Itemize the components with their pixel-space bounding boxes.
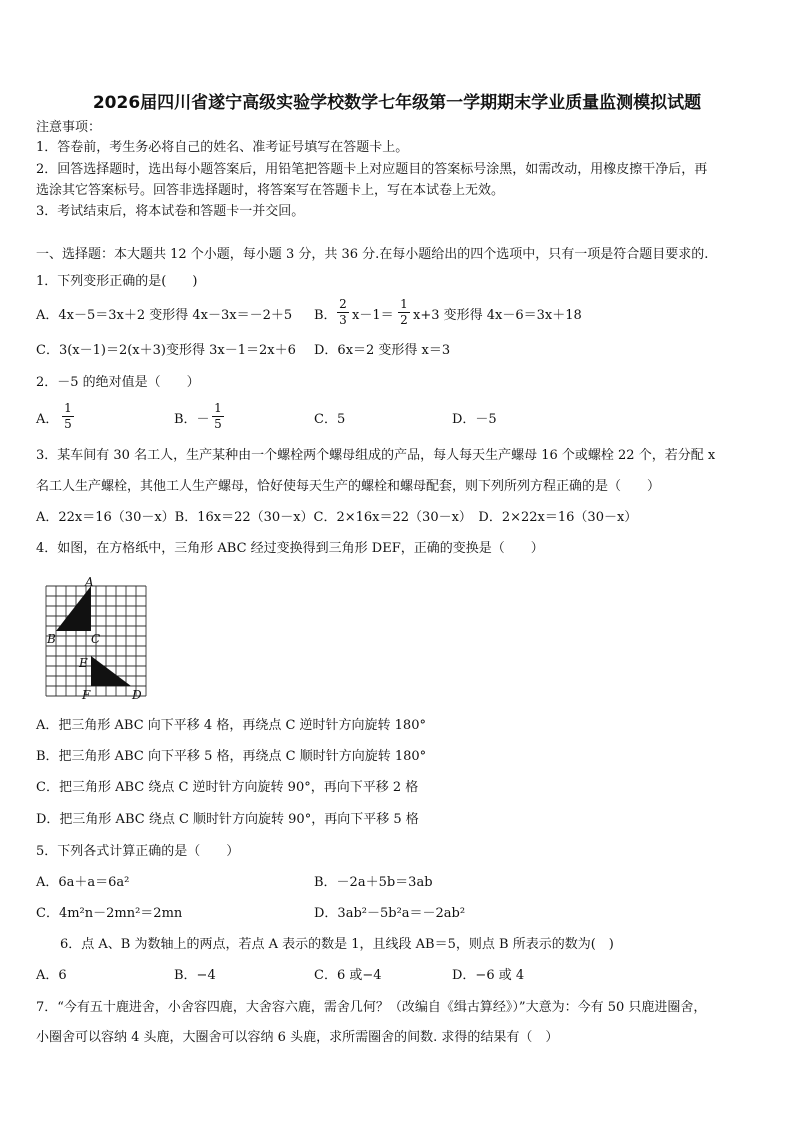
- question-1-option-b-prefix: B．: [314, 308, 337, 323]
- question-1-option-b-suffix: x+3 变形得 4x－6＝3x＋18: [413, 308, 582, 323]
- notes-item: 选涂其它答案标号。回答非选择题时，将答案写在答题卡上，写在本试卷上无效。: [36, 183, 505, 198]
- question-2-option-d: D．－5: [452, 412, 497, 427]
- fraction-numerator: 1: [400, 297, 408, 311]
- question-7-line: 7．“今有五十鹿进舍，小舍容四鹿，大舍容六鹿，需舍几何？（改编自《缉古算经》）”大意为：今有 50 只鹿进圈舍，: [36, 1000, 707, 1015]
- question-1-stem: 1．下列变形正确的是( ): [36, 274, 198, 289]
- label-d: D: [132, 688, 142, 702]
- question-5-option-b: B．－2a＋5b＝3ab: [314, 875, 433, 890]
- fraction-denominator: 5: [64, 417, 72, 431]
- question-1-option-c: C．3(x－1)＝2(x＋3)变形得 3x－1＝2x＋6: [36, 343, 296, 358]
- question-4-option-d: D．把三角形 ABC 绕点 C 顺时针方向旋转 90°，再向下平移 5 格: [36, 812, 419, 827]
- question-5-stem: 5．下列各式计算正确的是（ ）: [36, 844, 240, 859]
- fraction-one-fifth: [212, 402, 224, 431]
- fraction-denominator: 5: [214, 417, 222, 431]
- question-6-stem: 6．点 A、B 为数轴上的两点，若点 A 表示的数是 1，且线段 AB＝5，则点 B 所表示的数为( ): [60, 937, 614, 952]
- question-2-option-b-prefix: B．－: [174, 412, 210, 427]
- fraction-numerator: 1: [64, 401, 72, 415]
- triangle-def: [91, 656, 131, 686]
- page-title: 2026届四川省遂宁高级实验学校数学七年级第一学期期末学业质量监测模拟试题: [92, 93, 702, 113]
- question-6-option-b: B．−4: [174, 968, 216, 983]
- fraction-numerator: 2: [339, 297, 347, 311]
- notes-item: 1．答卷前，考生务必将自己的姓名、准考证号填写在答题卡上。: [36, 140, 409, 155]
- label-b: B: [47, 632, 56, 646]
- fraction-denominator: 2: [400, 313, 408, 327]
- notes-heading: 注意事项：: [36, 120, 102, 135]
- question-6-option-c: C．6 或−4: [314, 968, 382, 983]
- label-c: C: [91, 632, 101, 646]
- question-3-line: 3．某车间有 30 名工人，生产某种由一个螺栓两个螺母组成的产品，每人每天生产螺母 16 个或螺栓 22 个，若分配 x: [36, 448, 716, 463]
- fraction-one-half: [398, 298, 410, 327]
- fraction-two-thirds: [337, 298, 349, 327]
- label-f: F: [82, 688, 91, 702]
- notes-item: 3．考试结束后，将本试卷和答题卡一并交回。: [36, 204, 305, 219]
- question-7-line: 小圈舍可以容纳 4 头鹿，大圈舍可以容纳 6 头鹿，求所需圈舍的间数. 求得的结果有（ ）: [36, 1030, 559, 1045]
- section-heading: 一、选择题：本大题共 12 个小题，每小题 3 分，共 36 分.在每小题给出的四个选项中，只有一项是符合题目要求的.: [36, 247, 709, 262]
- question-1-option-a: A．4x－5＝3x＋2 变形得 4x－3x＝－2＋5: [36, 308, 293, 323]
- question-2-stem: 2．－5 的绝对值是（ ）: [36, 375, 200, 390]
- fraction-denominator: 3: [339, 313, 347, 327]
- question-5-option-d: D．3ab²－5b²a＝－2ab²: [314, 906, 466, 921]
- notes-item: 2．回答选择题时，选出每小题答案后，用铅笔把答题卡上对应题目的答案标号涂黑，如需改动，用橡皮擦干净后，再: [36, 162, 708, 177]
- question-4-option-b: B．把三角形 ABC 向下平移 5 格，再绕点 C 顺时针方向旋转 180°: [36, 749, 427, 764]
- question-3-options: A．22x＝16（30－x）B．16x＝22（30－x）C．2×16x＝22（30－x） D．2×22x＝16（30－x）: [36, 510, 638, 525]
- question-6-option-a: A．6: [36, 968, 67, 983]
- question-2-option-c: C．5: [314, 412, 346, 427]
- question-6-option-d: D．−6 或 4: [452, 968, 525, 983]
- question-4-option-c: C．把三角形 ABC 绕点 C 逆时针方向旋转 90°，再向下平移 2 格: [36, 780, 419, 795]
- question-3-line: 名工人生产螺栓，其他工人生产螺母，恰好使每天生产的螺栓和螺母配套，则下列所列方程正确的是（ ）: [36, 479, 661, 494]
- transformation-grid-figure: [36, 576, 156, 706]
- label-a: A: [85, 576, 94, 589]
- triangle-abc: [56, 586, 91, 631]
- question-5-option-c: C．4m²n－2mn²＝2mn: [36, 906, 183, 921]
- question-5-option-a: A．6a＋a＝6a²: [36, 875, 130, 890]
- fraction-numerator: 1: [214, 401, 222, 415]
- question-4-option-a: A．把三角形 ABC 向下平移 4 格，再绕点 C 逆时针方向旋转 180°: [36, 718, 426, 733]
- question-1-option-b-mid: x－1＝: [352, 308, 394, 323]
- question-1-option-d: D．6x＝2 变形得 x＝3: [314, 343, 451, 358]
- label-e: E: [79, 656, 88, 670]
- fraction-one-fifth: [62, 402, 74, 431]
- question-2-option-a-prefix: A．: [36, 412, 59, 427]
- question-4-stem: 4．如图，在方格纸中，三角形 ABC 经过变换得到三角形 DEF，正确的变换是（ ）: [36, 541, 544, 556]
